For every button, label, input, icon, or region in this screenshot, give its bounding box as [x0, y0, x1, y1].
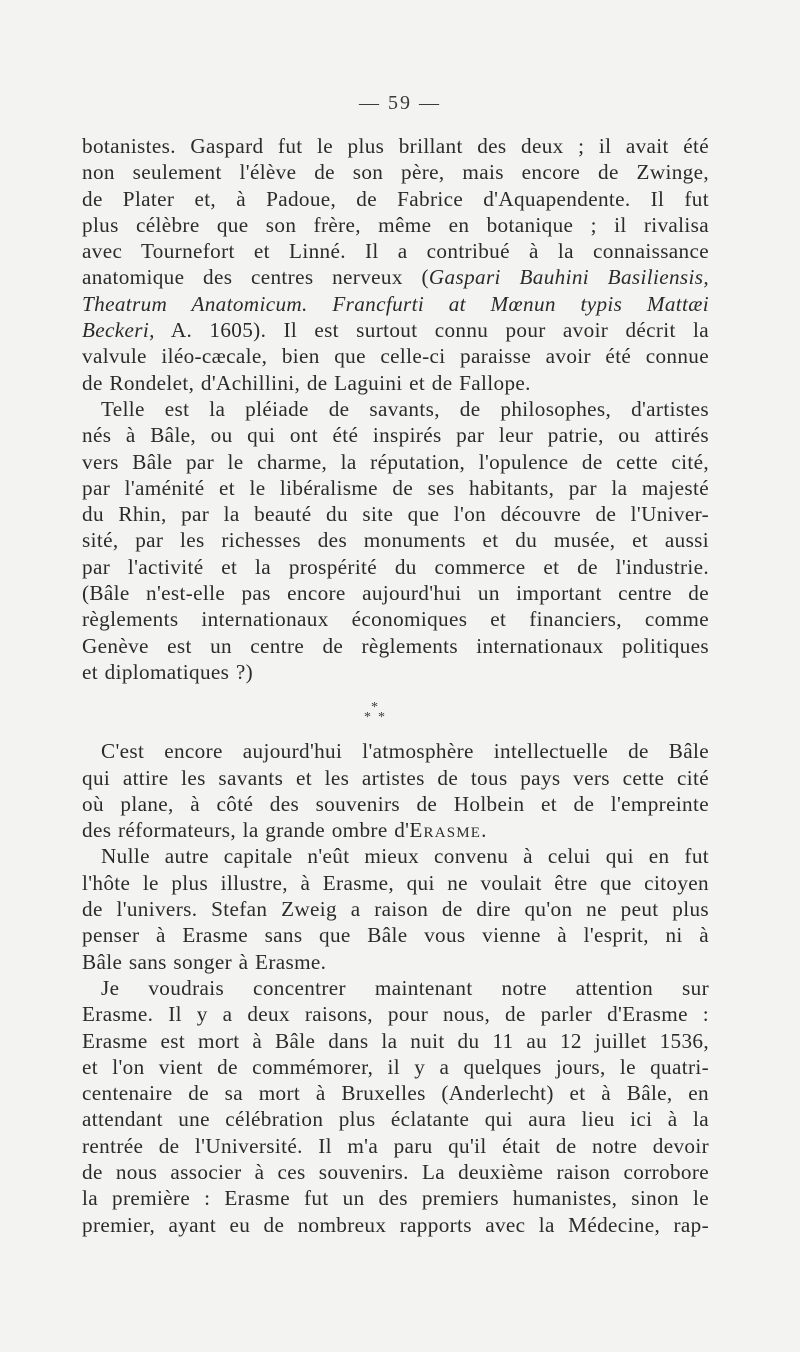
text-line: Bâle sans songer à Erasme.	[82, 949, 327, 974]
text-line: de l'univers. Stefan Zweig a raison de dire qu'on ne peut plus	[82, 897, 709, 922]
text-line: par l'activité et la prospérité du commerce et de l'industrie.	[82, 554, 709, 579]
text-line	[82, 817, 709, 843]
text-line: vers Bâle par le charme, la réputation, l'opulence de cette cité,	[82, 449, 709, 474]
asterism-star: *	[378, 710, 386, 726]
text-line: plus célèbre que son frère, même en botanique ; il rivalisa	[82, 212, 709, 237]
page-body	[82, 133, 709, 1238]
text-line: attendant une célébration plus éclatante qui aura lieu ici à la	[82, 1107, 709, 1132]
text-fragment: .	[481, 818, 487, 843]
text-line: sité, par les richesses des monuments et du musée, et aussi	[82, 528, 709, 553]
section-asterism	[82, 687, 709, 735]
text-line: non seulement l'élève de son père, mais encore de Zwinge,	[82, 160, 709, 185]
text-line: Telle est la pléiade de savants, de philosophes, d'artistes	[101, 396, 709, 421]
text-line: et diplomatiques ?)	[82, 659, 254, 684]
text-line: la première : Erasme fut un des premiers humanistes, sinon le	[82, 1186, 709, 1211]
text-line: et l'on vient de commémorer, il y a quelques jours, le quatri-	[82, 1054, 709, 1079]
text-line: de Rondelet, d'Achillini, de Laguini et de Fallope.	[82, 370, 531, 395]
text-line: Nulle autre capitale n'eût mieux convenu à celui qui en fut	[101, 844, 709, 869]
paragraph-pleiade	[82, 396, 709, 685]
text-line: par l'aménité et le libéralisme de ses habitants, par la majesté	[82, 475, 709, 500]
paragraph-erasme	[82, 975, 709, 1238]
text-line: premier, ayant eu de nombreux rapports avec la Médecine, rap-	[82, 1212, 709, 1237]
paragraph-bauhin	[82, 133, 709, 396]
text-line: qui attire les savants et les artistes de tous pays vers cette cité	[82, 765, 709, 790]
text-line: rentrée de l'Université. Il m'a paru qu'il était de notre devoir	[82, 1133, 709, 1158]
text-line: Erasme est mort à Bâle dans la nuit du 11 au 12 juillet 1536,	[82, 1028, 709, 1053]
asterism-star: *	[371, 700, 379, 716]
text-line: centenaire de sa mort à Bruxelles (Anderlecht) et à Bâle, en	[82, 1081, 709, 1106]
italic-citation: Theatrum Anatomicum. Francfurti at Mœnun typis Mattæi	[82, 291, 709, 316]
text-fragment: A. 1605). Il est surtout connu pour avoir décrit la	[154, 318, 709, 343]
text-line: Genève est un centre de règlements internationaux politiques	[82, 633, 709, 658]
small-caps-name: Erasme	[409, 818, 482, 843]
page-number: — 59 —	[359, 92, 441, 114]
text-line	[82, 317, 709, 343]
text-line: penser à Erasme sans que Bâle vous vienne à l'esprit, ni à	[82, 923, 709, 948]
italic-citation: Beckeri,	[82, 318, 155, 343]
paragraph-atmosphere	[82, 738, 709, 843]
text-line: de Plater et, à Padoue, de Fabrice d'Aquapendente. Il fut	[82, 186, 709, 211]
text-line: (Bâle n'est-elle pas encore aujourd'hui un important centre de	[82, 581, 709, 606]
text-line: l'hôte le plus illustre, à Erasme, qui ne voulait être que citoyen	[82, 870, 709, 895]
text-line: Erasme. Il y a deux raisons, pour nous, de parler d'Erasme :	[82, 1002, 709, 1027]
paragraph-capitale	[82, 843, 709, 974]
text-line: C'est encore aujourd'hui l'atmosphère intellectuelle de Bâle	[101, 739, 709, 764]
text-fragment: anatomique des centres nerveux (	[82, 265, 429, 290]
text-fragment: des réformateurs, la grande ombre d'	[82, 818, 410, 843]
text-line: nés à Bâle, ou qui ont été inspirés par leur patrie, ou attirés	[82, 423, 709, 448]
text-line	[82, 264, 709, 290]
text-line: valvule iléo-cæcale, bien que celle-ci paraisse avoir été connue	[82, 344, 709, 369]
text-line: où plane, à côté des souvenirs de Holbein et de l'empreinte	[82, 791, 709, 816]
text-line: règlements internationaux économiques et financiers, comme	[82, 607, 709, 632]
text-line: botanistes. Gaspard fut le plus brillant des deux ; il avait été	[82, 134, 709, 158]
asterism-star: *	[364, 710, 372, 726]
text-line: avec Tournefort et Linné. Il a contribué à la connaissance	[82, 239, 709, 264]
text-line: du Rhin, par la beauté du site que l'on découvre de l'Univer-	[82, 502, 709, 527]
italic-citation: Gaspari Bauhini Basiliensis,	[428, 265, 709, 290]
text-line: de nous associer à ces souvenirs. La deuxième raison corrobore	[82, 1159, 709, 1184]
text-line: Je voudrais concentrer maintenant notre attention sur	[101, 975, 709, 1000]
